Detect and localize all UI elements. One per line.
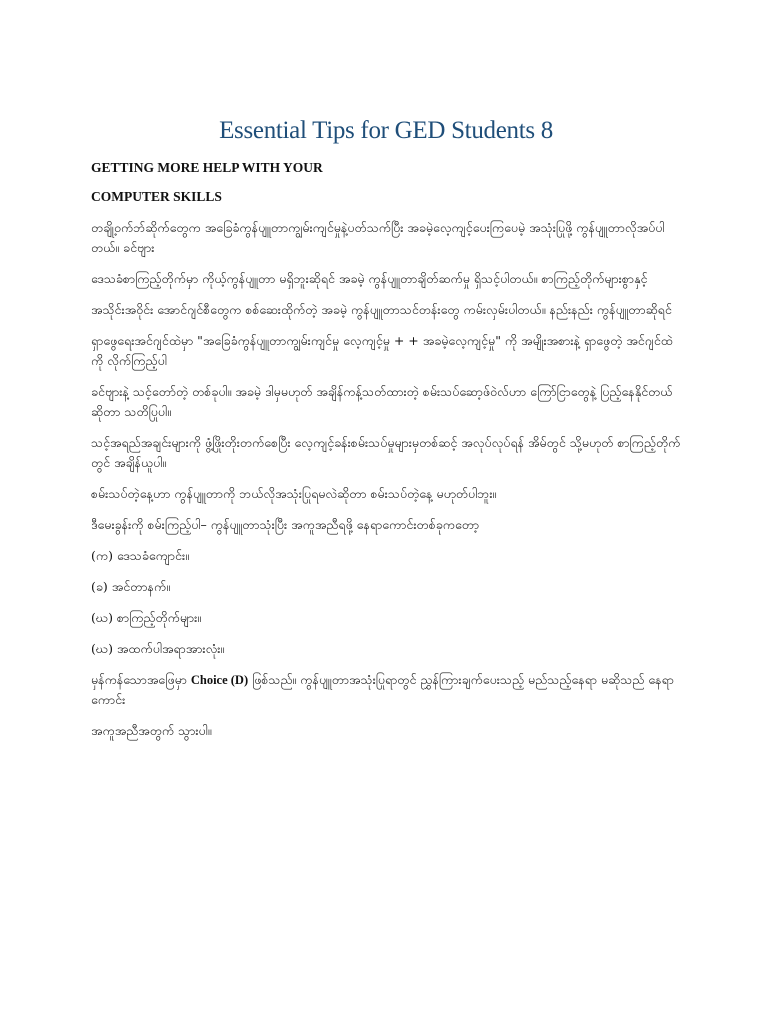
paragraph-websites: တချို့ဝက်ဘ်ဆိုက်တွေက အခြေခံကွန်ပျူတာကျွမ်းကျင်မှုနဲ့ပတ်သက်ပြီး အခမဲ့လေ့ကျင့်ပေးကြပေမဲ့ အသုံးပြုဖို့ ကွန်ပျူတာလိုအပ်ပါတယ်။ ခင်ဗျား: [91, 220, 665, 255]
answer-text-after: ဖြစ်သည်။ ကွန်ပျူတာအသုံးပြုရာတွင် ညွှန်ကြားချက်ပေးသည့် မည်သည့်နေရာ မဆိုသည် နေရာကောင်း: [91, 672, 674, 707]
answer-option-c: (ဃ) စာကြည့်တိုက်များ။: [91, 610, 202, 625]
paragraph-community-classes: အသိုင်းအဝိုင်း အောင်ဂျင်စီတွေက စစ်ဆေးထိုက်တဲ့ အခမဲ့ ကွန်ပျူတာသင်တန်းတွေ ကမ်းလှမ်းပါတယ်။ နည်းနည်း ကွန်ပျူတာဆိုရင်: [91, 302, 672, 317]
paragraph-search-engine: ရှာဖွေရေးအင်ဂျင်ထဲမှာ "အခြေခံကွန်ပျူတာကျွမ်းကျင်မှု လေ့ကျင့်မှု + + အခမဲ့လေ့ကျင့်မှု" ကို အမျိုးအစားနဲ့ ရှာဖွေတဲ့ အင်ဂျင်ထဲကို လိုက်ကြည့်ပါ: [91, 333, 673, 368]
section-heading-line-2: COMPUTER SKILLS: [91, 189, 222, 204]
correct-answer-paragraph: [91, 670, 681, 710]
document-page: [91, 112, 681, 752]
answer-text-before: မှန်ကန်သောအဖြေမှာ: [91, 672, 191, 687]
answer-choice: Choice (D): [190, 673, 249, 687]
answer-option-b: (ခ) အင်တာနက်။: [91, 579, 170, 594]
paragraph-test-day: စမ်းသပ်တဲ့နေ့ဟာ ကွန်ပျူတာကို ဘယ်လိုအသုံးပြုရမလဲဆိုတာ စမ်းသပ်တဲ့နေ့ မဟုတ်ပါဘူး။: [91, 486, 497, 501]
answer-option-d: (ဃ) အထက်ပါအရာအားလုံး။: [91, 641, 225, 656]
section-heading-line-1: GETTING MORE HELP WITH YOUR: [91, 160, 323, 175]
paragraph-trial-software: ခင်ဗျားနဲ့ သင့်တော်တဲ့ တစ်ခုပါ။ အခမဲ့ ဒါမှမဟုတ် အချိန်ကန့်သတ်ထားတဲ့ စမ်းသပ်ဆော့ဖ်ဝဲလ်ဟာ ကြော်ငြာတွေနဲ့ ပြည့်နေနိုင်တယ်ဆိုတာ သတိပြုပါ။: [91, 384, 673, 419]
paragraph-practice-time: သင့်အရည်အချင်းများကို ဖွံ့ဖြိုးတိုးတက်စေပြီး လေ့ကျင့်ခန်းစမ်းသပ်မှုများမှတစ်ဆင့် အလုပ်လုပ်ရန် အိမ်တွင် သို့မဟုတ် စာကြည့်တိုက်တွင် အချိန်ယူပါ။: [91, 435, 681, 470]
question-prompt: ဒီမေးခွန်းကို စမ်းကြည့်ပါ– ကွန်ပျူတာသုံးပြီး အကူအညီရဖို့ နေရာကောင်းတစ်ခုကတော့: [91, 517, 480, 532]
answer-option-a: (က) ဒေသခံကျောင်း။: [91, 548, 189, 563]
paragraph-local-library: ဒေသခံစာကြည့်တိုက်မှာ ကိုယ့်ကွန်ပျူတာ မရှိဘူးဆိုရင် အခမဲ့ ကွန်ပျူတာချိတ်ဆက်မှု ရှိသင့်ပါတယ်။ စာကြည့်တိုက်များစွာနှင့်: [91, 271, 648, 286]
closing-line: အကူအညီအတွက် သွားပါ။: [91, 723, 212, 738]
document-title: Essential Tips for GED Students 8: [219, 117, 553, 144]
